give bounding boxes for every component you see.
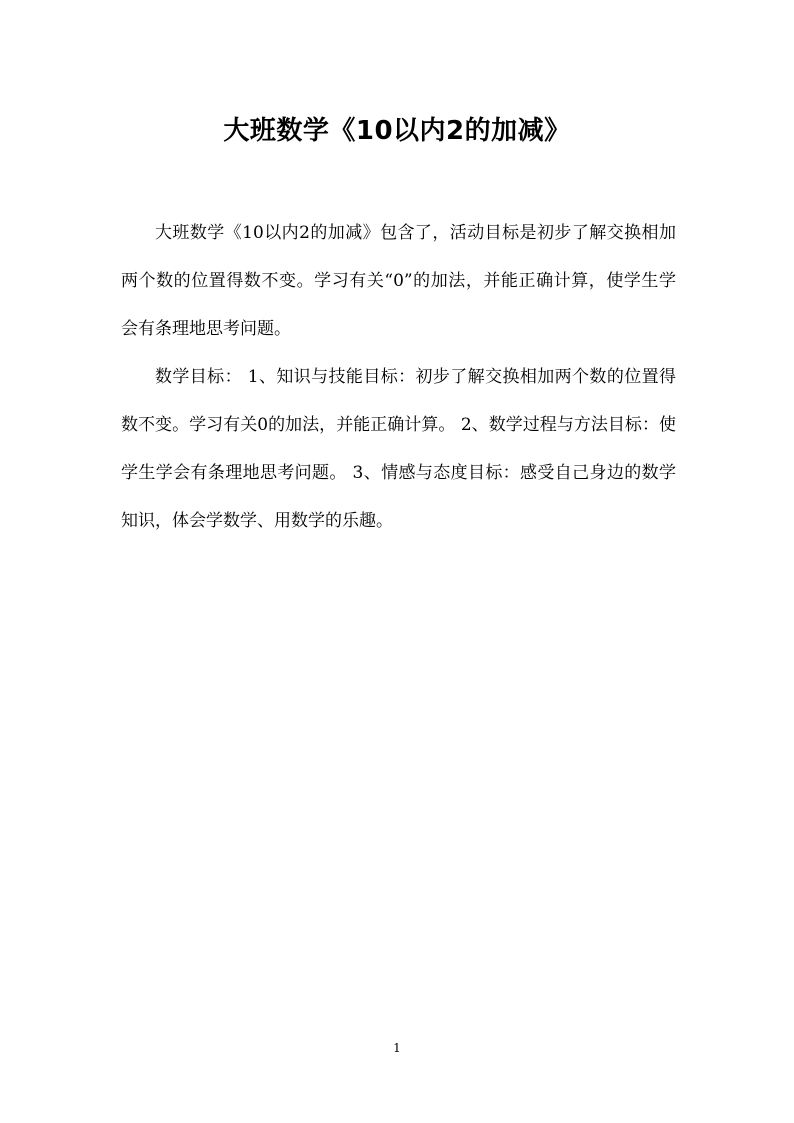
document-body (121, 209, 676, 545)
page-number: 1 (393, 1041, 401, 1055)
document-title: 大班数学《10以内2的加减》 (223, 116, 571, 147)
intro-paragraph: 大班数学《10以内2的加减》包含了，活动目标是初步了解交换相加两个数的位置得数不变。学习有关“0”的加法，并能正确计算，使学生学会有条理地思考问题。 (121, 223, 676, 339)
objectives-paragraph: 数学目标： 1、知识与技能目标：初步了解交换相加两个数的位置得数不变。学习有关0的加法，并能正确计算。 2、数学过程与方法目标：使学生学会有条理地思考问题。 3、情感与态度目标：感受自己身边的数学知识，体会学数学、用数学的乐趣。 (121, 367, 676, 531)
